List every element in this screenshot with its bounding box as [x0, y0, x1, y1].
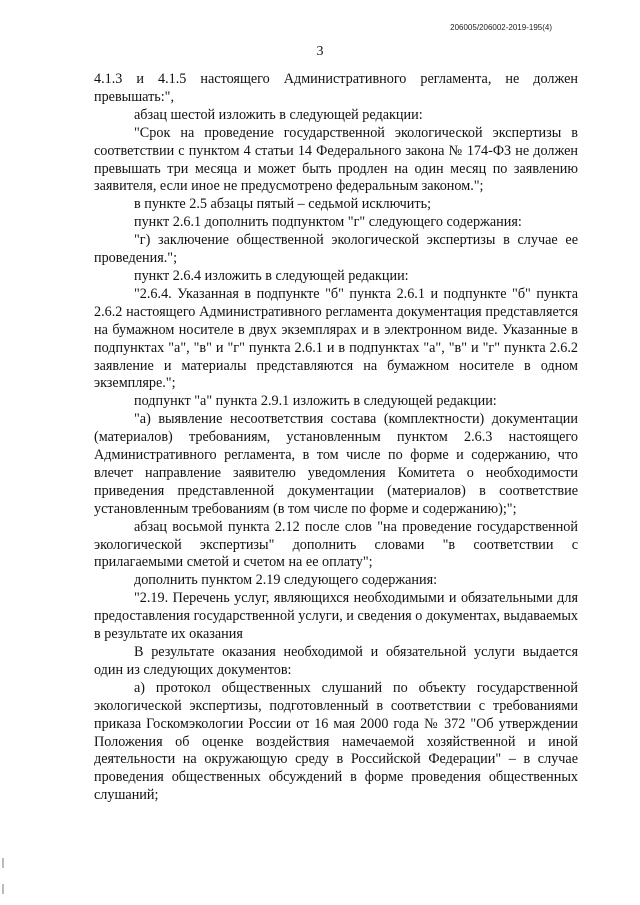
- paragraph: а) протокол общественных слушаний по объекту государственной экологической экспертизы, подготовленный в соответствии с требованиями приказа Госкомэкологии России от 16 мая 2000 года № 372 "Об утверждении Положения об оценке воздействия намечаемой хозяйственной и иной деятельности на окружающую среду в Российской Федерации" – в случае проведения общественных обсуждений в форме проведения общественных слушаний;: [94, 679, 578, 804]
- paragraph: "г) заключение общественной экологической экспертизы в случае ее проведения.";: [94, 232, 578, 267]
- paragraph: пункт 2.6.4 изложить в следующей редакции:: [134, 267, 409, 284]
- document-id: 206005/206002-2019-195(4): [450, 23, 552, 32]
- paragraph: "а) выявление несоответствия состава (комплектности) документации (материалов) требованиям, установленным пунктом 2.6.3 настоящего Административного регламента, в том числе по форме и содержанию, что влечет направление заявителю уведомления Комитета о необходимости приведения представленной документации (материалов) в соответствие установленным требованиям (в том числе по форме и содержанию);";: [94, 411, 578, 517]
- paragraph: "Срок на проведение государственной экологической экспертизы в соответствии с пунктом 4 статьи 14 Федерального закона № 174-ФЗ не должен превышать три месяца и может быть продлен на один месяц по заявлению заявителя, если иное не предусмотрено федеральным законом.";: [94, 124, 578, 195]
- paragraph: "2.6.4. Указанная в подпункте "б" пункта 2.6.1 и подпункте "б" пункта 2.6.2 настоящего Административного регламента документация представляется на бумажном носителе в двух экземплярах и в электронном виде. Указанные в подпунктах "а", "в" и "г" пункта 2.6.1 и в подпунктах "а", "в" и "г" пункта 2.6.2 заявление и материалы представляются на бумажном носителе в одном экземпляре.";: [94, 285, 578, 392]
- scan-edge-mark: [2, 884, 4, 894]
- document-body: [94, 71, 578, 805]
- scan-edge-mark: [2, 858, 4, 868]
- paragraph: абзац восьмой пункта 2.12 после слов "на проведение государственной экологической экспертизы" дополнить словами "в соответствии с прилагаемыми сметой и счетом на ее оплату";: [94, 518, 578, 571]
- paragraph: абзац шестой изложить в следующей редакции:: [134, 106, 423, 123]
- paragraph: подпункт "а" пункта 2.9.1 изложить в следующей редакции:: [134, 393, 497, 410]
- paragraph: в пункте 2.5 абзацы пятый – седьмой исключить;: [134, 196, 432, 213]
- paragraph: 4.1.3 и 4.1.5 настоящего Административного регламента, не должен превышать:",: [94, 71, 578, 105]
- paragraph: дополнить пунктом 2.19 следующего содержания:: [134, 572, 438, 589]
- paragraph: "2.19. Перечень услуг, являющихся необходимыми и обязательными для предоставления государственной услуги, и сведения о документах, выдаваемых в результате их оказания: [94, 590, 578, 643]
- page-number: 3: [316, 44, 324, 59]
- paragraph: В результате оказания необходимой и обязательной услуги выдается один из следующих документов:: [94, 644, 578, 678]
- paragraph: пункт 2.6.1 дополнить подпунктом "г" следующего содержания:: [134, 214, 522, 231]
